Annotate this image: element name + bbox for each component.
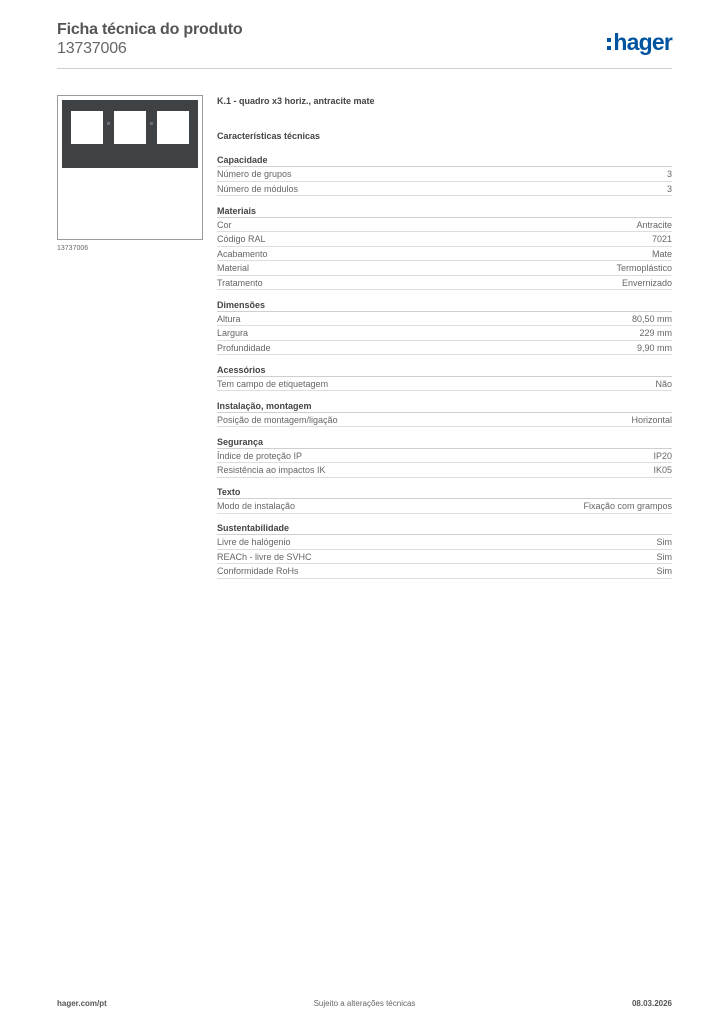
spec-label: Posição de montagem/ligação — [217, 414, 338, 425]
spec-value: Sim — [656, 551, 672, 562]
frame-opening-3 — [157, 111, 189, 144]
spec-label: Acabamento — [217, 248, 268, 259]
section-title: Segurança — [217, 436, 672, 449]
page-footer — [57, 999, 672, 1011]
page-header — [57, 21, 672, 69]
spec-label: Número de módulos — [217, 183, 299, 194]
spec-label: Livre de halógenio — [217, 537, 291, 547]
spec-label: Índice de proteção IP — [217, 450, 303, 461]
spec-sections — [217, 154, 672, 579]
frame-opening-2 — [114, 111, 146, 144]
footer-notice: Sujeito a alterações técnicas — [313, 999, 416, 1008]
spec-section — [217, 205, 672, 291]
spec-value: Mate — [651, 248, 672, 259]
section-title: Capacidade — [217, 154, 672, 167]
spec-value: Não — [655, 378, 672, 389]
image-caption: 13737006 — [57, 245, 89, 252]
spec-value: Termoplástico — [616, 263, 672, 273]
section-title: Dimensões — [217, 299, 672, 312]
spec-row — [217, 535, 672, 550]
spec-row — [217, 276, 672, 291]
spec-label: Largura — [217, 328, 249, 338]
spec-label: Número de grupos — [217, 169, 292, 179]
spec-value: 3 — [666, 169, 672, 179]
spec-label: Material — [217, 263, 250, 273]
spec-label: Altura — [217, 313, 241, 324]
hager-logo — [607, 27, 672, 57]
spec-label: Resistência ao impactos IK — [217, 465, 326, 475]
spec-section — [217, 486, 672, 514]
document-title: Ficha técnica do produto — [57, 21, 243, 38]
spec-row — [217, 341, 672, 356]
frame-opening-1 — [71, 111, 103, 144]
spec-row — [217, 463, 672, 478]
spec-row — [217, 449, 672, 464]
spec-value: 7021 — [651, 234, 672, 244]
spec-value: 9,90 mm — [636, 342, 672, 353]
spec-label: Tem campo de etiquetagem — [217, 378, 329, 389]
spec-section — [217, 299, 672, 356]
spec-row — [217, 182, 672, 197]
spec-value: Sim — [656, 566, 672, 576]
footer-date: 08.03.2026 — [631, 999, 672, 1008]
spec-row — [217, 312, 672, 327]
spec-value: Envernizado — [621, 277, 672, 288]
frame-clip-2 — [150, 122, 153, 125]
spec-label: Profundidade — [217, 342, 271, 353]
spec-section — [217, 364, 672, 392]
spec-section — [217, 400, 672, 428]
spec-section — [217, 154, 672, 196]
frame-clip-1 — [107, 122, 110, 125]
section-title: Sustentabilidade — [217, 522, 672, 535]
section-title: Instalação, montagem — [217, 400, 672, 413]
spec-value: IK05 — [653, 465, 672, 475]
product-code: 13737006 — [57, 40, 127, 57]
spec-value: IP20 — [653, 450, 672, 461]
spec-label: Cor — [217, 219, 232, 230]
section-title: Materiais — [217, 205, 672, 218]
spec-section — [217, 522, 672, 579]
spec-row — [217, 377, 672, 392]
spec-row — [217, 550, 672, 565]
spec-row — [217, 413, 672, 428]
spec-label: REACh - livre de SVHC — [217, 551, 312, 562]
product-name: K.1 - quadro x3 horiz., antracite mate — [217, 96, 375, 106]
spec-section — [217, 436, 672, 478]
spec-row — [217, 218, 672, 233]
triple-frame-image — [62, 100, 198, 168]
spec-value: 229 mm — [639, 328, 672, 338]
tech-heading: Características técnicas — [217, 131, 321, 141]
spec-value: 80,50 mm — [631, 313, 672, 324]
spec-row — [217, 167, 672, 182]
spec-content — [217, 95, 672, 587]
spec-row — [217, 232, 672, 247]
spec-value: Fixação com grampos — [583, 501, 672, 511]
spec-value: Antracite — [636, 219, 672, 230]
product-image — [57, 95, 203, 240]
spec-value: 3 — [666, 183, 672, 194]
spec-label: Conformidade RoHs — [217, 566, 299, 576]
spec-label: Tratamento — [217, 277, 263, 288]
spec-value: Sim — [656, 537, 672, 547]
spec-row — [217, 564, 672, 579]
spec-value: Horizontal — [631, 414, 672, 425]
logo-mark-icon — [607, 38, 611, 50]
spec-label: Código RAL — [217, 234, 266, 244]
spec-row — [217, 326, 672, 341]
logo-text: hager — [613, 29, 672, 55]
footer-website: hager.com/pt — [57, 999, 107, 1008]
section-title: Texto — [217, 486, 672, 499]
spec-label: Modo de instalação — [217, 501, 296, 511]
spec-row — [217, 499, 672, 514]
spec-row — [217, 261, 672, 276]
section-title: Acessórios — [217, 364, 672, 377]
spec-row — [217, 247, 672, 262]
